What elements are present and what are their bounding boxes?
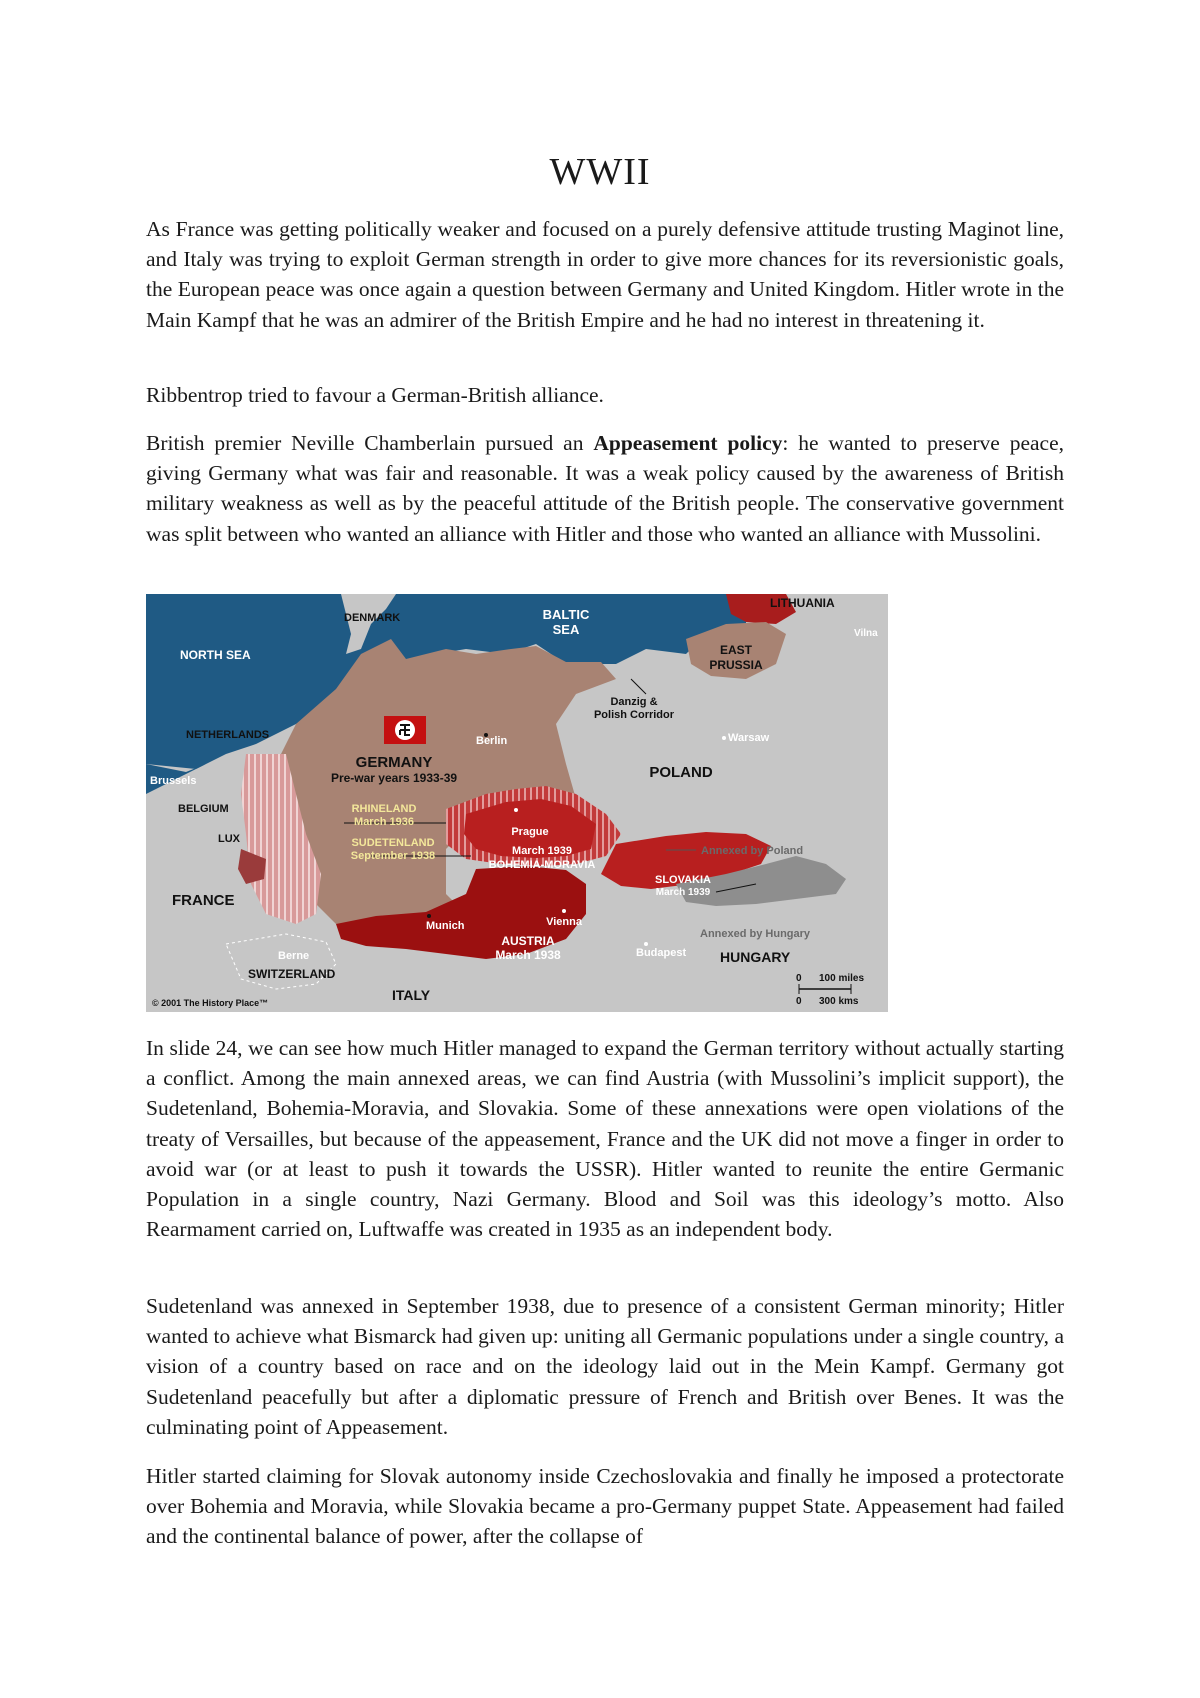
label-bohemia-1: March 1939 bbox=[512, 845, 572, 857]
warsaw-dot bbox=[722, 736, 726, 740]
label-munich: Munich bbox=[426, 920, 465, 932]
label-berlin: Berlin bbox=[476, 735, 508, 747]
label-sudetenland-2: September 1938 bbox=[350, 850, 436, 862]
label-rhineland-1: RHINELAND bbox=[351, 803, 417, 815]
label-annexed-hungary: Annexed by Hungary bbox=[700, 928, 811, 940]
label-vienna: Vienna bbox=[546, 916, 582, 928]
label-baltic-1: BALTIC bbox=[542, 607, 590, 622]
scale-zero-miles: 0 bbox=[796, 973, 802, 984]
label-annexed-poland: Annexed by Poland bbox=[701, 845, 804, 857]
label-budapest: Budapest bbox=[636, 947, 687, 959]
page-title: WWII bbox=[549, 151, 651, 193]
label-rhineland-2: March 1936 bbox=[354, 816, 414, 828]
label-east-prussia-2: PRUSSIA bbox=[709, 658, 763, 672]
label-germany-sub: Pre-war years 1933-39 bbox=[330, 771, 458, 785]
label-east-prussia-1: EAST bbox=[719, 643, 753, 657]
map-graphic bbox=[146, 594, 888, 1012]
label-hungary: HUNGARY bbox=[720, 949, 791, 965]
label-italy: ITALY bbox=[392, 987, 431, 1003]
label-slovakia-1: SLOVAKIA bbox=[654, 874, 712, 886]
appeasement-policy-term: Appeasement policy bbox=[593, 431, 783, 455]
paragraph-slide-24: In slide 24, we can see how much Hitler managed to expand the German territory without actually starting a conflict. Among the main annexed areas, we can find Austria (with Mussolini’s implicit support), the Sudetenland, Bohemia-Moravia, and Slovakia. Some of these annexations were open violations of the treaty of Versailles, but because of the appeasement, France and the UK did not move a finger in order to avoid war (or at least to push it towards the USSR). Hitler wanted to reunite the entire Germanic Population in a single country, Nazi Germany. Blood and Soil was this ideology’s motto. Also Rearmament carried on, Luftwaffe was created in 1935 as an independent body. bbox=[146, 1036, 1064, 1242]
paragraph-slovak-autonomy: Hitler started claiming for Slovak autonomy inside Czechoslovakia and finally he imposed a protectorate over Bohemia and Moravia, while Slovakia became a pro-Germany puppet State. Appeasement had failed and the continental balance of power, after the collapse of bbox=[146, 1464, 1064, 1549]
appeasement-text-before: British premier Neville Chamberlain pursued an bbox=[146, 431, 594, 455]
label-denmark: DENMARK bbox=[344, 612, 401, 624]
prague-dot bbox=[514, 808, 518, 812]
label-baltic-2: SEA bbox=[552, 622, 580, 637]
nazi-flag-icon bbox=[384, 716, 426, 744]
label-warsaw: Warsaw bbox=[728, 732, 770, 744]
label-netherlands: NETHERLANDS bbox=[186, 729, 270, 741]
label-slovakia-2: March 1939 bbox=[655, 887, 711, 898]
label-lithuania: LITHUANIA bbox=[770, 596, 835, 610]
label-sudetenland-1: SUDETENLAND bbox=[351, 837, 435, 849]
label-switzerland: SWITZERLAND bbox=[248, 967, 336, 981]
label-belgium: BELGIUM bbox=[178, 803, 229, 815]
label-austria-1: AUSTRIA bbox=[501, 934, 555, 948]
label-lux: LUX bbox=[218, 833, 240, 845]
germany-expansion-map bbox=[146, 594, 888, 1012]
paragraph-sudetenland: Sudetenland was annexed in September 1938, due to presence of a consistent German minority; Hitler wanted to achieve what Bismarck had given up: uniting all Germanic populations under a single country, a vision of a country based on race and on the ideology laid out in the Mein Kampf. Germany got Sudetenland peacefully but after a diplomatic pressure of French and British over Benes. It was the culminating point of Appeasement. bbox=[146, 1294, 1064, 1439]
label-austria-2: March 1938 bbox=[495, 948, 561, 962]
label-danzig-2: Polish Corridor bbox=[593, 709, 675, 721]
paragraph-ribbentrop: Ribbentrop tried to favour a German-British alliance. bbox=[146, 383, 604, 407]
scale-kms: 300 kms bbox=[819, 996, 859, 1007]
label-brussels: Brussels bbox=[150, 775, 197, 787]
label-poland: POLAND bbox=[649, 764, 713, 781]
paragraph-appeasement bbox=[146, 428, 1064, 549]
label-north-sea: NORTH SEA bbox=[180, 648, 251, 662]
appeasement-text-after: : he wanted to preserve peace, giving Germany what was fair and reasonable. It was a weak policy caused by the awareness of British military weakness as well as by the peaceful attitude of the British people. The conservative government was split between who wanted an alliance with Hitler and those who wanted an alliance with Mussolini. bbox=[146, 431, 1064, 546]
label-vilna: Vilna bbox=[854, 628, 878, 639]
label-berne: Berne bbox=[278, 950, 310, 962]
budapest-dot bbox=[644, 942, 648, 946]
label-germany: GERMANY bbox=[355, 754, 433, 771]
vienna-dot bbox=[562, 909, 566, 913]
label-danzig-1: Danzig & bbox=[610, 696, 658, 708]
label-bohemia-2: BOHEMIA-MORAVIA bbox=[488, 859, 596, 871]
label-france: FRANCE bbox=[172, 892, 235, 909]
munich-dot bbox=[427, 914, 431, 918]
scale-zero-kms: 0 bbox=[796, 996, 802, 1007]
label-prague: Prague bbox=[511, 826, 549, 838]
paragraph-france-italy: As France was getting politically weaker and focused on a purely defensive attitude trusting Maginot line, and Italy was trying to exploit German strength in order to give more chances for its reversionistic goals, the European peace was once again a question between Germany and United Kingdom. Hitler wrote in the Main Kampf that he was an admirer of the British Empire and he had no interest in threatening it. bbox=[146, 217, 1064, 332]
scale-miles: 100 miles bbox=[819, 973, 865, 984]
map-credit: © 2001 The History Place™ bbox=[152, 998, 269, 1008]
